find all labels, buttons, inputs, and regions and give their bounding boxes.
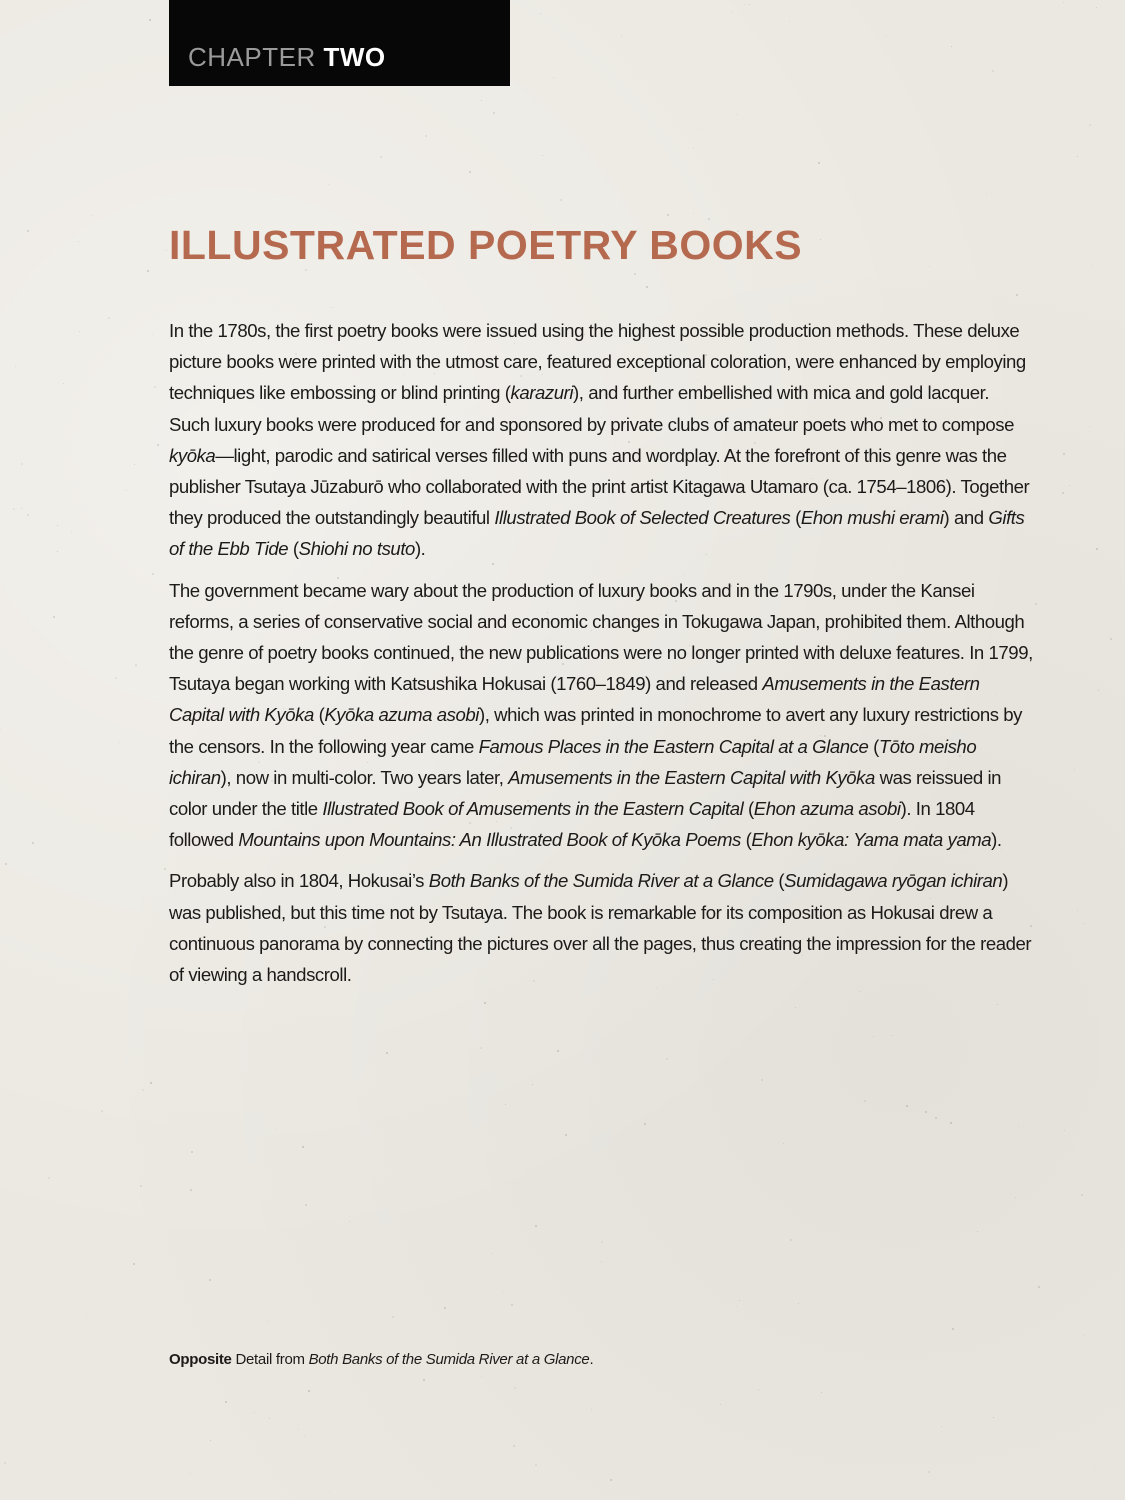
- paper-speck: [152, 334, 153, 335]
- italic-term: Famous Places in the Eastern Capital at a Glance: [478, 735, 869, 757]
- paper-speck: [302, 1146, 304, 1148]
- paper-speck: [276, 1128, 277, 1129]
- paper-speck: [481, 100, 482, 101]
- paper-speck: [380, 156, 382, 158]
- chapter-tab: [169, 0, 510, 86]
- paper-speck: [27, 230, 29, 232]
- paper-speck: [986, 193, 987, 194]
- text-run: In the 1780s, the first poetry books were issued using the highest possible production methods. These deluxe picture books were printed with the utmost care, featured exceptional coloration, were enhanced by employing techniques like embossing or blind printing (: [169, 320, 1026, 404]
- paper-speck: [1069, 485, 1070, 486]
- italic-term: Shiohi no tsuto: [298, 538, 415, 560]
- paper-speck: [1084, 1335, 1085, 1336]
- paper-speck: [91, 215, 92, 216]
- paper-speck: [708, 218, 710, 220]
- paper-speck: [425, 135, 427, 137]
- paper-speck: [992, 70, 994, 72]
- chapter-word: CHAPTER: [188, 42, 316, 72]
- paper-speck: [1063, 2, 1064, 3]
- paper-speck: [71, 531, 72, 532]
- paper-speck: [634, 273, 636, 275]
- text-run: ) and: [943, 507, 989, 529]
- paper-speck: [331, 307, 332, 308]
- text-run: ).: [414, 538, 426, 560]
- paper-speck: [997, 1004, 998, 1005]
- paper-speck: [873, 1036, 874, 1037]
- paper-speck: [535, 1225, 537, 1227]
- text-run: ), which was printed in monochrome to avert any luxury restrictions by the censors. In the following year came: [169, 704, 1023, 757]
- paper-speck: [993, 1417, 994, 1418]
- paper-speck: [1063, 453, 1065, 455]
- paper-speck: [493, 112, 495, 114]
- paper-speck: [744, 4, 745, 5]
- paper-speck: [928, 1471, 930, 1473]
- paper-speck: [821, 1392, 822, 1393]
- paper-speck: [135, 664, 137, 666]
- paper-speck: [925, 1111, 927, 1113]
- paper-speck: [1110, 638, 1112, 640]
- paper-speck: [101, 1110, 103, 1112]
- paper-speck: [540, 13, 541, 14]
- paper-speck: [210, 1440, 211, 1441]
- text-run: was reissued in color under the title: [169, 766, 1002, 820]
- paper-speck: [423, 1379, 425, 1381]
- paper-speck: [514, 1387, 516, 1389]
- paper-speck: [1018, 1126, 1019, 1127]
- paper-speck: [1094, 1470, 1095, 1471]
- paragraph: [169, 865, 1034, 990]
- paper-speck: [21, 463, 23, 465]
- paper-speck: [308, 1390, 310, 1392]
- text-run: Probably also in 1804, Hokusai’s: [169, 870, 429, 892]
- paper-speck: [481, 1376, 482, 1377]
- caption-end: .: [589, 1351, 594, 1368]
- paper-speck: [305, 1204, 307, 1206]
- text-run: (: [313, 704, 325, 726]
- paper-speck: [57, 551, 58, 552]
- paper-speck: [532, 1084, 533, 1085]
- paper-speck: [1089, 124, 1091, 126]
- caption-text: Detail from: [231, 1351, 309, 1368]
- text-run: (: [288, 538, 299, 560]
- paper-speck: [798, 1303, 799, 1304]
- paper-speck: [891, 1035, 892, 1036]
- paper-speck: [152, 573, 154, 575]
- italic-term: Illustrated Book of Amusements in the Eastern Capital: [322, 798, 744, 820]
- paper-speck: [328, 184, 329, 185]
- paper-speck: [386, 1052, 388, 1054]
- paper-speck: [225, 1401, 227, 1403]
- paper-speck: [720, 1404, 721, 1405]
- paper-speck: [142, 1089, 144, 1091]
- paper-speck: [1091, 265, 1092, 266]
- paper-speck: [693, 148, 694, 149]
- paper-speck: [646, 286, 648, 288]
- paper-speck: [1077, 910, 1078, 911]
- paper-speck: [1077, 156, 1078, 157]
- paper-speck: [133, 1263, 135, 1265]
- text-run: ) was published, but this time not by Tsutaya. The book is remarkable for its composition as Hokusai drew a continuous panorama by connecting the pictures over all the pages, thus creating the impression for the reader of viewing a handscroll.: [169, 870, 1032, 986]
- paper-speck: [1038, 1286, 1040, 1288]
- paper-speck: [1096, 548, 1098, 550]
- paper-speck: [698, 129, 699, 130]
- italic-term: Ehon kyōka: Yama mata yama: [751, 829, 992, 851]
- body-text: [169, 315, 1034, 1000]
- paper-speck: [565, 1134, 567, 1136]
- paper-speck: [610, 1479, 612, 1481]
- paper-speck: [27, 514, 29, 516]
- paper-speck: [154, 386, 156, 388]
- italic-term: Kyōka azuma asobi: [324, 704, 479, 726]
- paper-speck: [191, 1151, 193, 1153]
- italic-term: Amusements in the Eastern Capital with Kyōka: [508, 766, 875, 788]
- paper-speck: [63, 383, 64, 384]
- paper-speck: [108, 317, 110, 319]
- paper-speck: [15, 366, 16, 367]
- paper-speck: [254, 1412, 255, 1413]
- caption-lead: Opposite: [169, 1351, 232, 1368]
- paper-speck: [48, 1177, 50, 1179]
- paper-speck: [79, 331, 80, 332]
- paragraph: [169, 575, 1034, 856]
- paper-speck: [1089, 426, 1090, 427]
- paper-speck: [1081, 1194, 1083, 1196]
- paper-speck: [790, 1239, 792, 1241]
- paper-speck: [13, 508, 15, 510]
- italic-term: Mountains upon Mountains: An Illustrated Book of Kyōka Poems: [238, 829, 741, 851]
- italic-term: karazuri: [510, 382, 574, 404]
- paper-speck: [209, 1279, 211, 1281]
- paper-speck: [0, 728, 1, 729]
- paper-speck: [164, 868, 166, 870]
- paper-speck: [935, 1117, 937, 1119]
- paper-speck: [1016, 294, 1018, 296]
- italic-term: Gifts of the Ebb Tide: [169, 507, 1025, 560]
- paper-speck: [480, 1047, 482, 1049]
- chapter-label: [188, 42, 386, 73]
- text-run: ). In 1804 followed: [169, 798, 975, 851]
- paper-speck: [115, 677, 117, 679]
- paper-speck: [886, 36, 887, 37]
- paper-speck: [484, 1002, 486, 1004]
- paper-speck: [392, 1316, 394, 1318]
- paper-speck: [1015, 1197, 1016, 1198]
- paper-speck: [85, 163, 86, 164]
- paper-speck: [298, 1429, 299, 1430]
- paper-speck: [503, 1291, 504, 1292]
- paper-speck: [864, 1100, 866, 1102]
- paper-speck: [542, 155, 543, 156]
- paper-speck: [601, 1261, 602, 1262]
- paper-speck: [147, 270, 149, 272]
- figure-caption: [169, 1351, 593, 1368]
- paper-speck: [444, 1307, 446, 1309]
- paper-speck: [57, 525, 58, 526]
- paper-speck: [267, 1321, 268, 1322]
- paper-speck: [190, 1473, 191, 1474]
- paper-speck: [749, 4, 750, 5]
- paper-speck: [349, 1221, 350, 1222]
- paper-speck: [329, 1492, 330, 1493]
- paper-speck: [126, 490, 127, 491]
- paragraph: [169, 315, 1034, 565]
- paper-speck: [736, 114, 737, 115]
- paper-speck: [134, 464, 135, 465]
- paper-speck: [557, 1050, 559, 1052]
- paper-speck: [535, 1464, 537, 1466]
- text-run: ), and further embellished with mica and gold lacquer. Such luxury books were produced for and sponsored by private clubs of amateur poets who met to compose: [169, 382, 1015, 435]
- paper-speck: [732, 11, 733, 12]
- paper-speck: [505, 1104, 506, 1105]
- paper-speck: [511, 1304, 513, 1306]
- italic-term: Ehon azuma asobi: [753, 798, 901, 820]
- paper-speck: [1074, 769, 1075, 770]
- paper-speck: [950, 1122, 952, 1124]
- text-run: ).: [991, 829, 1002, 851]
- chapter-number: TWO: [323, 42, 386, 72]
- paper-speck: [929, 266, 930, 267]
- paper-speck: [560, 199, 562, 201]
- paper-speck: [736, 1306, 737, 1307]
- paper-speck: [783, 1143, 784, 1144]
- paper-speck: [666, 1058, 668, 1060]
- paper-speck: [761, 1079, 763, 1081]
- paper-speck: [53, 616, 55, 618]
- text-run: (: [740, 829, 752, 851]
- paper-speck: [1098, 690, 1099, 691]
- paper-speck: [820, 239, 821, 240]
- text-run: (: [790, 507, 801, 529]
- italic-term: Sumidagawa ryōgan ichiran: [784, 870, 1003, 892]
- paper-speck: [32, 842, 34, 844]
- italic-term: Tōto meisho ichiran: [169, 735, 977, 788]
- paper-speck: [491, 1253, 492, 1254]
- paper-speck: [1062, 492, 1064, 494]
- italic-term: Illustrated Book of Selected Creatures: [494, 507, 791, 529]
- paper-speck: [190, 1189, 192, 1191]
- paper-speck: [1035, 603, 1037, 605]
- paper-speck: [758, 1389, 759, 1390]
- paper-speck: [166, 250, 167, 251]
- paper-speck: [818, 162, 820, 164]
- paper-speck: [789, 21, 790, 22]
- paper-speck: [977, 1231, 978, 1232]
- paper-speck: [621, 36, 622, 37]
- paper-speck: [951, 46, 952, 47]
- paper-speck: [941, 1426, 942, 1427]
- italic-term: Amusements in the Eastern Capital with Kyōka: [169, 673, 980, 726]
- paper-speck: [119, 742, 120, 743]
- paper-speck: [305, 269, 307, 271]
- paper-speck: [667, 214, 669, 216]
- text-run: ), now in multi-color. Two years later,: [220, 766, 509, 788]
- italic-term: Both Banks of the Sumida River at a Glance: [428, 870, 774, 892]
- paper-speck: [5, 863, 7, 865]
- text-run: (: [743, 798, 754, 820]
- text-run: (: [868, 735, 879, 757]
- italic-term: Ehon mushi erami: [800, 507, 944, 529]
- paper-speck: [885, 204, 886, 205]
- paper-speck: [1096, 7, 1097, 8]
- paper-speck: [78, 241, 79, 242]
- text-run: (: [773, 870, 785, 892]
- paper-speck: [469, 171, 471, 173]
- paper-speck: [304, 1436, 305, 1437]
- page-title: ILLUSTRATED POETRY BOOKS: [169, 222, 803, 268]
- paper-speck: [21, 508, 22, 509]
- paper-speck: [149, 19, 151, 21]
- paper-speck: [150, 1082, 152, 1084]
- caption-work-title: Both Banks of the Sumida River at a Glance: [308, 1351, 590, 1368]
- paper-speck: [4, 1462, 6, 1464]
- paper-speck: [795, 1007, 796, 1008]
- paper-speck: [157, 444, 159, 446]
- paper-speck: [513, 1445, 515, 1447]
- paper-speck: [644, 1123, 646, 1125]
- paper-speck: [86, 1317, 87, 1318]
- text-run: The government became wary about the production of luxury books and in the 1790s, under the Kansei reforms, a series of conservative social and economic changes in Tokugawa Japan, prohibited them. Although the genre of poetry books continued, the new publications were no longer printed with deluxe features. In 1799, Tsutaya began working with Katsushika Hokusai (1760–1849) and released: [169, 579, 1033, 695]
- paper-speck: [1064, 1130, 1065, 1131]
- italic-term: kyōka: [169, 444, 216, 466]
- paper-speck: [739, 1300, 740, 1301]
- paper-speck: [269, 1418, 270, 1419]
- paper-speck: [591, 1409, 592, 1410]
- paper-speck: [601, 1241, 603, 1243]
- paper-speck: [132, 284, 133, 285]
- paper-speck: [140, 1185, 142, 1187]
- paper-speck: [952, 1328, 954, 1330]
- paper-speck: [553, 77, 554, 78]
- paper-speck: [906, 1105, 908, 1107]
- paper-speck: [1084, 923, 1085, 924]
- paper-speck: [693, 213, 694, 214]
- text-run: —light, parodic and satirical verses filled with puns and wordplay. At the forefront of this genre was the publisher Tsutaya Jūzaburō who collaborated with the print artist Kitagawa Utamaro (ca. 1754–1806). Together they produced the outstandingly beautiful: [169, 444, 1030, 529]
